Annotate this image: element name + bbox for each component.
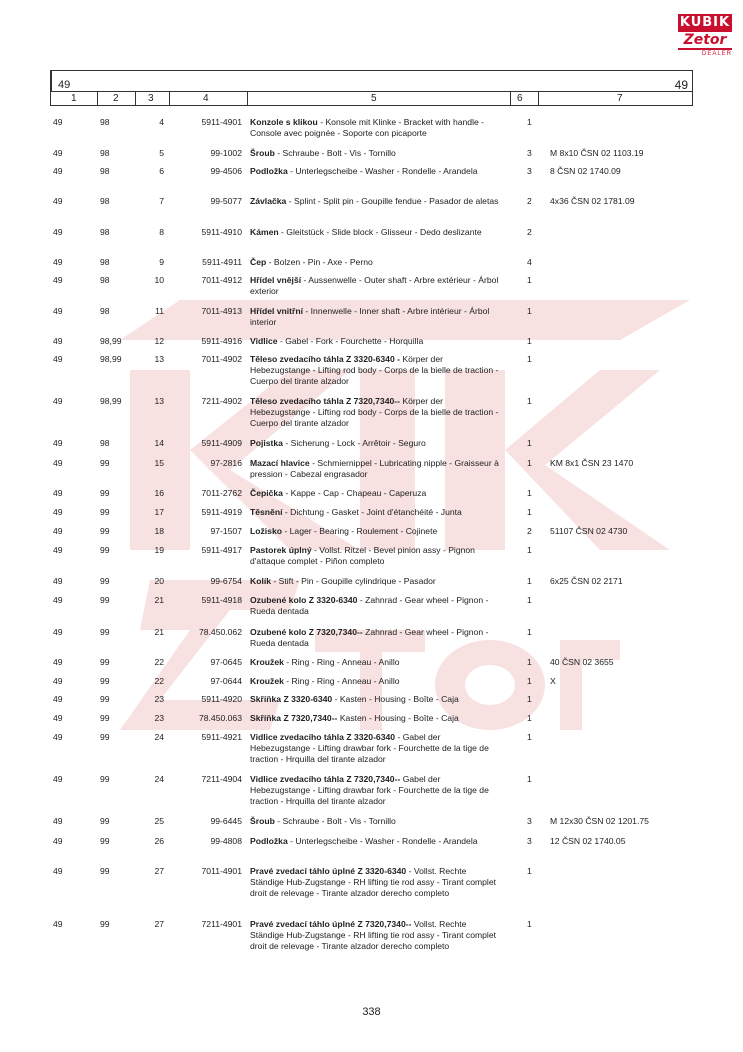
cell-group: 49 bbox=[53, 774, 63, 784]
part-translations: - Konsole mit Klinke - Bracket with handle - Console avec poignée - Soporte con picaporte bbox=[250, 117, 485, 138]
cell-position: 26 bbox=[154, 836, 164, 846]
cell-group: 49 bbox=[53, 438, 63, 448]
cell-position: 14 bbox=[154, 438, 164, 448]
cell-quantity: 1 bbox=[527, 676, 532, 686]
cell-subgroup: 99 bbox=[100, 774, 110, 784]
cell-position: 13 bbox=[154, 396, 164, 406]
cell-quantity: 1 bbox=[527, 694, 532, 704]
part-name: Pravé zvedací táhlo úplné Z 7320,7340-- bbox=[250, 919, 412, 929]
cell-standard: 40 ČSN 02 3655 bbox=[550, 657, 614, 667]
part-translations: - Sicherung - Lock - Arrêtoir - Seguro bbox=[282, 438, 426, 448]
cell-group: 49 bbox=[53, 507, 63, 517]
cell-subgroup: 98 bbox=[100, 438, 110, 448]
column-header: 4 bbox=[203, 93, 209, 104]
column-header-row bbox=[50, 92, 693, 106]
cell-quantity: 2 bbox=[527, 526, 532, 536]
cell-description bbox=[250, 336, 500, 347]
cell-part-number: 7011-4913 bbox=[201, 306, 242, 316]
part-translations: Zahnrad - Gear wheel - Pignon - Rueda dentada bbox=[250, 627, 489, 648]
cell-part-number: 99-4506 bbox=[210, 166, 242, 176]
cell-position: 21 bbox=[154, 627, 164, 637]
section-bar bbox=[50, 70, 693, 92]
part-name: Pravé zvedací táhlo úplné Z 3320-6340 bbox=[250, 866, 407, 876]
cell-group: 49 bbox=[53, 627, 63, 637]
cell-description bbox=[250, 257, 500, 268]
part-name: Ložisko bbox=[250, 526, 282, 536]
cell-group: 49 bbox=[53, 354, 63, 364]
cell-description bbox=[250, 713, 500, 724]
cell-description bbox=[250, 148, 500, 159]
cell-group: 49 bbox=[53, 713, 63, 723]
column-header: 5 bbox=[371, 93, 377, 104]
cell-quantity: 4 bbox=[527, 257, 532, 267]
cell-group: 49 bbox=[53, 488, 63, 498]
part-name: Kolík bbox=[250, 576, 272, 586]
cell-subgroup: 99 bbox=[100, 595, 110, 605]
cell-subgroup: 98 bbox=[100, 117, 110, 127]
cell-position: 6 bbox=[159, 166, 164, 176]
cell-quantity: 1 bbox=[527, 396, 532, 406]
cell-subgroup: 98 bbox=[100, 148, 110, 158]
cell-position: 27 bbox=[154, 919, 164, 929]
part-name: Ozubené kolo Z 3320-6340 bbox=[250, 595, 358, 605]
cell-group: 49 bbox=[53, 595, 63, 605]
cell-part-number: 5911-4918 bbox=[201, 595, 242, 605]
cell-group: 49 bbox=[53, 196, 63, 206]
part-name: Pastorek úplný bbox=[250, 545, 312, 555]
part-name: Konzole s klikou bbox=[250, 117, 318, 127]
part-name: Podložka bbox=[250, 836, 288, 846]
cell-group: 49 bbox=[53, 576, 63, 586]
part-translations: - Gabel - Fork - Fourchette - Horquilla bbox=[277, 336, 424, 346]
cell-subgroup: 99 bbox=[100, 657, 110, 667]
cell-part-number: 5911-4901 bbox=[201, 117, 242, 127]
cell-part-number: 99-1002 bbox=[210, 148, 242, 158]
cell-position: 23 bbox=[154, 694, 164, 704]
cell-standard: 12 ČSN 02 1740.05 bbox=[550, 836, 626, 846]
cell-part-number: 5911-4916 bbox=[201, 336, 242, 346]
cell-position: 8 bbox=[159, 227, 164, 237]
cell-quantity: 1 bbox=[527, 438, 532, 448]
cell-quantity: 1 bbox=[527, 117, 532, 127]
cell-subgroup: 99 bbox=[100, 627, 110, 637]
cell-position: 24 bbox=[154, 774, 164, 784]
cell-description bbox=[250, 866, 500, 899]
cell-group: 49 bbox=[53, 732, 63, 742]
part-translations: Körper der Hebezugstange - Lifting rod body - Corps de la bielle de traction - Cuerpo del tirante alzador bbox=[250, 354, 499, 386]
cell-description bbox=[250, 227, 500, 238]
cell-quantity: 1 bbox=[527, 866, 532, 876]
part-translations: - Aussenwelle - Outer shaft - Arbre extérieur - Árbol exterior bbox=[250, 275, 499, 296]
part-name: Ozubené kolo Z 7320,7340-- bbox=[250, 627, 363, 637]
cell-position: 18 bbox=[154, 526, 164, 536]
cell-group: 49 bbox=[53, 836, 63, 846]
cell-group: 49 bbox=[53, 816, 63, 826]
cell-position: 12 bbox=[154, 336, 164, 346]
cell-standard: M 12x30 ČSN 02 1201.75 bbox=[550, 816, 649, 826]
cell-position: 13 bbox=[154, 354, 164, 364]
cell-quantity: 1 bbox=[527, 732, 532, 742]
cell-subgroup: 98 bbox=[100, 275, 110, 285]
cell-description bbox=[250, 919, 500, 952]
cell-quantity: 1 bbox=[527, 306, 532, 316]
column-header: 3 bbox=[148, 93, 154, 104]
cell-group: 49 bbox=[53, 227, 63, 237]
part-translations: - Schraube - Bolt - Vis - Tornillo bbox=[274, 816, 396, 826]
cell-position: 22 bbox=[154, 676, 164, 686]
cell-description bbox=[250, 545, 500, 567]
part-name: Vidlice bbox=[250, 336, 278, 346]
part-translations: - Lager - Bearing - Roulement - Cojinete bbox=[282, 526, 438, 536]
cell-description bbox=[250, 694, 500, 705]
part-name: Šroub bbox=[250, 816, 275, 826]
cell-quantity: 1 bbox=[527, 354, 532, 364]
cell-description bbox=[250, 732, 500, 765]
part-translations: Vollst. Rechte Ständige Hub-Zugstange - RH lifting tie rod assy - Tirant complet droit de relevage - Tirante alzador derecho completo bbox=[250, 919, 496, 951]
cell-part-number: 97-0644 bbox=[210, 676, 242, 686]
cell-quantity: 1 bbox=[527, 275, 532, 285]
part-translations: Gabel der Hebezugstange - Lifting drawbar fork - Fourchette de la tige de traction - Hrquilla del tirante alzador bbox=[250, 774, 489, 806]
cell-position: 22 bbox=[154, 657, 164, 667]
cell-position: 16 bbox=[154, 488, 164, 498]
cell-position: 4 bbox=[159, 117, 164, 127]
cell-group: 49 bbox=[53, 306, 63, 316]
cell-position: 23 bbox=[154, 713, 164, 723]
part-name: Hřídel vnější bbox=[250, 275, 302, 285]
table-header bbox=[50, 70, 693, 109]
cell-part-number: 7211-4902 bbox=[201, 396, 242, 406]
cell-description bbox=[250, 354, 500, 387]
part-name: Těleso zvedacího táhla Z 3320-6340 - bbox=[250, 354, 400, 364]
cell-subgroup: 99 bbox=[100, 866, 110, 876]
cell-description bbox=[250, 275, 500, 297]
part-name: Hřídel vnitřní bbox=[250, 306, 304, 316]
cell-position: 17 bbox=[154, 507, 164, 517]
part-translations: - Gleitstück - Slide block - Glisseur - Dedo deslizante bbox=[278, 227, 482, 237]
part-name: Skříňka Z 7320,7340-- bbox=[250, 713, 338, 723]
cell-standard: 8 ČSN 02 1740.09 bbox=[550, 166, 621, 176]
part-name: Pojistka bbox=[250, 438, 283, 448]
cell-subgroup: 98 bbox=[100, 257, 110, 267]
column-header: 1 bbox=[71, 93, 77, 104]
column-header: 6 bbox=[517, 93, 523, 104]
part-translations: - Ring - Ring - Anneau - Anillo bbox=[283, 676, 400, 686]
cell-part-number: 99-4808 bbox=[210, 836, 242, 846]
cell-part-number: 78.450.062 bbox=[198, 627, 242, 637]
part-name: Těsnění bbox=[250, 507, 283, 517]
part-name: Kroužek bbox=[250, 657, 284, 667]
cell-part-number: 97-2816 bbox=[210, 458, 242, 468]
cell-quantity: 1 bbox=[527, 336, 532, 346]
cell-subgroup: 99 bbox=[100, 732, 110, 742]
cell-subgroup: 98,99 bbox=[100, 396, 122, 406]
part-translations: - Kappe - Cap - Chapeau - Caperuza bbox=[282, 488, 427, 498]
cell-group: 49 bbox=[53, 919, 63, 929]
cell-position: 21 bbox=[154, 595, 164, 605]
cell-part-number: 7011-4902 bbox=[201, 354, 242, 364]
column-header: 7 bbox=[617, 93, 623, 104]
logo-brand: KUBIK bbox=[679, 15, 731, 30]
cell-subgroup: 98 bbox=[100, 196, 110, 206]
cell-subgroup: 98 bbox=[100, 227, 110, 237]
part-translations: - Dichtung - Gasket - Joint d'étanchéité - Junta bbox=[282, 507, 462, 517]
cell-quantity: 3 bbox=[527, 148, 532, 158]
cell-subgroup: 99 bbox=[100, 836, 110, 846]
cell-description bbox=[250, 166, 500, 177]
part-translations: Kasten - Housing - Boîte - Caja bbox=[337, 713, 459, 723]
cell-description bbox=[250, 507, 500, 518]
cell-group: 49 bbox=[53, 166, 63, 176]
cell-part-number: 7011-2762 bbox=[201, 488, 242, 498]
cell-standard: M 8x10 ČSN 02 1103.19 bbox=[550, 148, 644, 158]
cell-description bbox=[250, 196, 500, 207]
part-name: Závlačka bbox=[250, 196, 287, 206]
cell-group: 49 bbox=[53, 657, 63, 667]
part-name: Šroub bbox=[250, 148, 275, 158]
cell-subgroup: 99 bbox=[100, 694, 110, 704]
cell-group: 49 bbox=[53, 117, 63, 127]
cell-subgroup: 99 bbox=[100, 816, 110, 826]
cell-description bbox=[250, 657, 500, 668]
cell-group: 49 bbox=[53, 526, 63, 536]
cell-part-number: 97-1507 bbox=[210, 526, 242, 536]
part-translations: - Stift - Pin - Goupille cylindrique - Pasador bbox=[271, 576, 436, 586]
part-translations: - Zahnrad - Gear wheel - Pignon - Rueda dentada bbox=[250, 595, 489, 616]
cell-description bbox=[250, 595, 500, 617]
cell-part-number: 97-0645 bbox=[210, 657, 242, 667]
part-name: Těleso zvedacího táhla Z 7320,7340-- bbox=[250, 396, 403, 406]
cell-quantity: 1 bbox=[527, 488, 532, 498]
cell-standard: 6x25 ČSN 02 2171 bbox=[550, 576, 623, 586]
cell-position: 10 bbox=[154, 275, 164, 285]
cell-quantity: 1 bbox=[527, 919, 532, 929]
cell-position: 15 bbox=[154, 458, 164, 468]
cell-part-number: 5911-4919 bbox=[201, 507, 242, 517]
cell-part-number: 78.450.063 bbox=[198, 713, 242, 723]
cell-quantity: 2 bbox=[527, 196, 532, 206]
cell-quantity: 1 bbox=[527, 545, 532, 555]
part-translations: - Ring - Ring - Anneau - Anillo bbox=[283, 657, 400, 667]
part-translations: - Unterlegscheibe - Washer - Rondelle - Arandela bbox=[287, 166, 478, 176]
part-name: Čepička bbox=[250, 488, 283, 498]
logo-sub: Zetor bbox=[678, 32, 732, 50]
cell-description bbox=[250, 117, 500, 139]
cell-part-number: 99-5077 bbox=[210, 196, 242, 206]
cell-subgroup: 98 bbox=[100, 166, 110, 176]
part-translations: - Bolzen - Pin - Axe - Perno bbox=[266, 257, 373, 267]
cell-group: 49 bbox=[53, 257, 63, 267]
cell-quantity: 1 bbox=[527, 576, 532, 586]
cell-quantity: 3 bbox=[527, 166, 532, 176]
cell-subgroup: 99 bbox=[100, 458, 110, 468]
part-name: Vidlice zvedacího táhla Z 3320-6340 bbox=[250, 732, 396, 742]
cell-standard: 51107 ČSN 02 4730 bbox=[550, 526, 628, 536]
part-translations: - Schmiernippel - Lubricating nipple - Graisseur à pression - Cabezal engrasador bbox=[250, 458, 499, 479]
part-name: Čep bbox=[250, 257, 267, 267]
cell-standard: 4x36 ČSN 02 1781.09 bbox=[550, 196, 635, 206]
part-translations: - Schraube - Bolt - Vis - Tornillo bbox=[274, 148, 396, 158]
cell-position: 19 bbox=[154, 545, 164, 555]
cell-group: 49 bbox=[53, 545, 63, 555]
cell-description bbox=[250, 488, 500, 499]
cell-part-number: 99-6445 bbox=[210, 816, 242, 826]
part-translations: - Vollst. Rechte Ständige Hub-Zugstange - RH lifting tie rod assy - Tirant complet droit de relevage - Tirante alzador derecho completo bbox=[250, 866, 496, 898]
cell-part-number: 5911-4920 bbox=[201, 694, 242, 704]
page-number: 338 bbox=[362, 1006, 381, 1018]
cell-position: 7 bbox=[159, 196, 164, 206]
cell-subgroup: 98,99 bbox=[100, 354, 122, 364]
cell-standard: KM 8x1 ČSN 23 1470 bbox=[550, 458, 634, 468]
cell-quantity: 1 bbox=[527, 458, 532, 468]
column-header: 2 bbox=[113, 93, 119, 104]
cell-description bbox=[250, 576, 500, 587]
cell-position: 24 bbox=[154, 732, 164, 742]
part-name: Mazací hlavice bbox=[250, 458, 310, 468]
cell-part-number: 5911-4909 bbox=[201, 438, 242, 448]
cell-group: 49 bbox=[53, 676, 63, 686]
cell-group: 49 bbox=[53, 866, 63, 876]
part-translations: - Splint - Split pin - Goupille fendue - Pasador de aletas bbox=[286, 196, 499, 206]
cell-position: 5 bbox=[159, 148, 164, 158]
cell-quantity: 1 bbox=[527, 507, 532, 517]
cell-description bbox=[250, 816, 500, 827]
cell-part-number: 7011-4901 bbox=[201, 866, 242, 876]
cell-quantity: 1 bbox=[527, 657, 532, 667]
part-translations: - Kasten - Housing - Boîte - Caja bbox=[332, 694, 459, 704]
cell-part-number: 7211-4904 bbox=[201, 774, 242, 784]
cell-quantity: 1 bbox=[527, 595, 532, 605]
cell-group: 49 bbox=[53, 275, 63, 285]
cell-subgroup: 99 bbox=[100, 526, 110, 536]
cell-description bbox=[250, 676, 500, 687]
cell-group: 49 bbox=[53, 396, 63, 406]
part-name: Kámen bbox=[250, 227, 279, 237]
cell-quantity: 1 bbox=[527, 627, 532, 637]
part-name: Vidlice zvedacího táhla Z 7320,7340-- bbox=[250, 774, 401, 784]
cell-subgroup: 99 bbox=[100, 676, 110, 686]
part-translations: - Vollst. Ritzel - Bevel pinion assy - Pignon d'attaque complet - Piñon completo bbox=[250, 545, 475, 566]
cell-part-number: 5911-4921 bbox=[201, 732, 242, 742]
cell-quantity: 1 bbox=[527, 774, 532, 784]
cell-group: 49 bbox=[53, 336, 63, 346]
cell-subgroup: 98,99 bbox=[100, 336, 122, 346]
cell-position: 11 bbox=[155, 306, 164, 316]
cell-subgroup: 99 bbox=[100, 488, 110, 498]
cell-part-number: 7011-4912 bbox=[201, 275, 242, 285]
cell-position: 25 bbox=[154, 816, 164, 826]
part-translations: Körper der Hebezugstange - Lifting rod body - Corps de la bielle de traction - Cuerpo del tirante alzador bbox=[250, 396, 499, 428]
cell-quantity: 1 bbox=[527, 713, 532, 723]
dealer-logo bbox=[678, 14, 732, 64]
cell-standard: X bbox=[550, 676, 556, 686]
part-translations: - Innenwelle - Inner shaft - Arbre intérieur - Árbol interior bbox=[250, 306, 490, 327]
cell-subgroup: 99 bbox=[100, 545, 110, 555]
cell-part-number: 5911-4917 bbox=[201, 545, 242, 555]
cell-part-number: 5911-4911 bbox=[202, 257, 242, 267]
cell-quantity: 3 bbox=[527, 816, 532, 826]
part-name: Skříňka Z 3320-6340 bbox=[250, 694, 333, 704]
cell-description bbox=[250, 396, 500, 429]
logo-dealer: DEALER bbox=[701, 51, 732, 57]
cell-group: 49 bbox=[53, 694, 63, 704]
cell-subgroup: 99 bbox=[100, 576, 110, 586]
cell-group: 49 bbox=[53, 148, 63, 158]
part-translations: - Unterlegscheibe - Washer - Rondelle - Arandela bbox=[287, 836, 478, 846]
cell-part-number: 99-6754 bbox=[210, 576, 242, 586]
cell-position: 9 bbox=[159, 257, 164, 267]
cell-quantity: 3 bbox=[527, 836, 532, 846]
cell-description bbox=[250, 458, 500, 480]
cell-description bbox=[250, 836, 500, 847]
cell-position: 20 bbox=[154, 576, 164, 586]
cell-subgroup: 99 bbox=[100, 507, 110, 517]
cell-description bbox=[250, 627, 500, 649]
cell-subgroup: 98 bbox=[100, 306, 110, 316]
cell-description bbox=[250, 306, 500, 328]
cell-position: 27 bbox=[154, 866, 164, 876]
section-number-right: 49 bbox=[674, 78, 688, 92]
cell-group: 49 bbox=[53, 458, 63, 468]
cell-description bbox=[250, 774, 500, 807]
part-translations: - Gabel der Hebezugstange - Lifting drawbar fork - Fourchette de la tige de traction - Hrquilla del tirante alzador bbox=[250, 732, 489, 764]
cell-description bbox=[250, 526, 500, 537]
part-name: Kroužek bbox=[250, 676, 284, 686]
cell-subgroup: 99 bbox=[100, 919, 110, 929]
part-name: Podložka bbox=[250, 166, 288, 176]
cell-part-number: 7211-4901 bbox=[201, 919, 242, 929]
cell-subgroup: 99 bbox=[100, 713, 110, 723]
cell-description bbox=[250, 438, 500, 449]
section-number-left: 49 bbox=[58, 79, 71, 91]
cell-quantity: 2 bbox=[527, 227, 532, 237]
cell-part-number: 5911-4910 bbox=[201, 227, 242, 237]
